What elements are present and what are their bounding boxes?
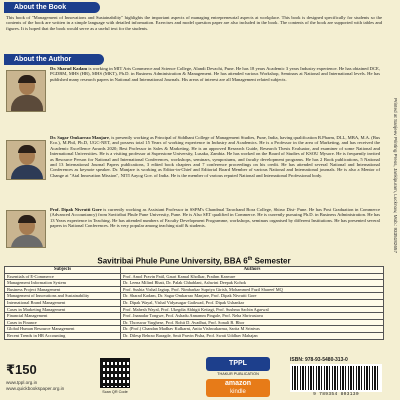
author-bio-3: Prof. Dipak Nivrutti Gore is currently working as Assistant Professor in SSPM's Chandmal Tarachand Bora College, Shirur Dist- Pune. He has Post Graduation in Commerce (Advanced Accountancy) from Savitribai Phule Pune University, Pune. He is Also SET qualified in Commerce. He is currently pursuing Ph.D. in Business Administration. He has 13 Years experience in Teaching. He has attended numbers of Faculty Development Programme, workshops, seminars organised by different Institutions. He has presented several papers in National Conferences. He is very popular among teaching staff & students. bbox=[50, 207, 380, 229]
about-book-text: This book of "Management of Innovations and Sustainability" highlights the important aspects of managing entrepreneurial aspects at workplace. This book is designed specifically for students so the contents of the book are written in a simple language with detailed information. Exercises and model question paper are also included in the book. The contents of the book are supported with tables and figures. It is hoped that the book would serve as a useful text for the students. bbox=[6, 15, 382, 31]
table-row: Cases in Marketing Management Prof. Mahesh Wayal, Prof. Ukegdia Abhigit Ketiagi, Prof. Sushma Sachin Agarwal bbox=[5, 306, 384, 313]
author-photo-3 bbox=[6, 210, 46, 248]
author-bio-2: Dr. Sagar Omkarrao Manjare, is presently working as Principal of Siddhant College of Management Studies, Pune, India, having qualification B.Pharm, DLL, MBA, M.A. (Bus Eco.), M.Phil, Ph.D, UGC-NET, and possess total 15 Years of working experience in Industry and Academics. He is a Professor in the area of Marketing, and has received the Academic Excellence Awards 2020; Best Professor in Sales & Marketing. He is an approved Research Guide, Research Thesis Evaluator, and examiner of some National and International Universities. He is a visiting professor at Superstone University, Lusaka, Zambia. He has worked on the Board of Studies of KSOU Mysore. He is frequently invited as Resource Person for National and International Conferences, workshops, seminars, symposiums, and faculty development programs. He has 2 Book publications, 5 National and 13 International Journal Papers publications, 3 edited book chapters and 7 conference proceedings on his credit. He has attended several National and International Conferences as keynote speaker. Dr. Manjare is working as Editor-in-Chief and Editorial Board Member of various National and International journals. He is also a Mentor of Change at "Atal Innovation Mission", NITI Aayog Gov. of India. He is the member of various reputed National and International Professional body. bbox=[50, 135, 380, 178]
table-header-row bbox=[5, 267, 384, 274]
author-name-2: Dr. Sagar Omkarrao Manjare bbox=[50, 135, 109, 140]
website-link-1[interactable]: www.tppl.org.in bbox=[6, 380, 38, 385]
qr-code-icon bbox=[100, 358, 130, 388]
qr-caption: Scan QR Code bbox=[102, 390, 128, 394]
about-book-heading: About the Book bbox=[4, 2, 100, 13]
subjects-table bbox=[4, 266, 384, 340]
table-row: Management Information System Dr. Leena Milind Bhatt, Dr. Palak Chhablani, Ashwini Deepak Kohok bbox=[5, 280, 384, 287]
table-row: Cases in Finance Dr. Thorswar Varghese, Prof. Rohit D. Avadhut, Prof. Sonali B. Bhor bbox=[5, 319, 384, 326]
publisher-subtitle: THAKUR PUBLICATION bbox=[217, 372, 259, 376]
barcode-icon bbox=[290, 364, 382, 392]
university-title: Savitribai Phule Pune University, BBA 6th Semester bbox=[97, 256, 291, 266]
table-row: Management of Innovations and Sustainability Dr. Sharad Kadam, Dr. Sagar Omkarrao Manjare, Prof. Dipak Nivrutti Gore bbox=[5, 293, 384, 300]
author-photo-1 bbox=[6, 70, 46, 112]
amazon-kindle-badge: amazon kindle bbox=[206, 379, 270, 397]
table-header-authors: Authors bbox=[121, 267, 384, 274]
about-author-heading: About the Author bbox=[4, 54, 104, 65]
table-row: International Brand Management Dr. Dipak Wayal, Vishal Vidyasagar Gaikwad, Prof. Dipak Ushankar bbox=[5, 299, 384, 306]
table-row: Recent Trends in HR Accounting Dr. Dilesp Behrao Baragde, Smit Pravin Pisha, Prof. Swati Uddhav Mahajan bbox=[5, 332, 384, 339]
isbn-label: ISBN: 978-93-5480-313-0 bbox=[290, 357, 348, 363]
table-row: Business Project Management Prof. Sushia Vishal Jagtap, Prof. Nimbarkar Supriya Girish, Mohammed Fazil Shareef MQ bbox=[5, 286, 384, 293]
price-label: ₹150 bbox=[6, 362, 37, 377]
author-name-3: Prof. Dipak Nivrutti Gore bbox=[50, 207, 102, 212]
author-photo-2 bbox=[6, 140, 46, 180]
table-row: Global Human Resource Management Dr. (Prof.) Chandan Madhav Kulkarni, Anita Vishwakarma, Sarita M Srinivas bbox=[5, 326, 384, 333]
barcode-number: 9 789354 803130 bbox=[313, 392, 359, 397]
printer-imprint: Printed at Sanjeev Printing Press, Jankipuram, Lucknow, Mob.: 9335182657 bbox=[393, 98, 398, 254]
table-row: Financial Management Prof. Jnanadar Tongwe, Prof. Ashadu Annamm Pingale, Prof. Neha Shrivastava bbox=[5, 313, 384, 320]
publisher-logo: TPPL bbox=[206, 357, 270, 371]
author-name-1: Dr. Sharad Kadam bbox=[50, 66, 88, 71]
table-row: Essentials of E-Commerce Prof. Amol Pravin Patil, Gauri Kamal Kholkar, Prathm Kanvare bbox=[5, 273, 384, 280]
table-header-subjects: Subjects bbox=[5, 267, 121, 274]
author-bio-1: Dr. Sharad Kadam is working in MIT Arts Commerce and Science College, Alandi Devachi, Pune. He has 18 years Academic 3 years Industry experience. He has obtained DCE, PGDBM, MHS (HR), MHS (MKT), Ph.D. in Business Administration & Management. He has attended various Workshop, Seminars at National and International levels. He has published many research papers in National and International Journals. His areas of interest are all Management related subjects. bbox=[50, 66, 380, 82]
website-link-2[interactable]: www.quickbookspaper.org.in bbox=[6, 386, 65, 391]
